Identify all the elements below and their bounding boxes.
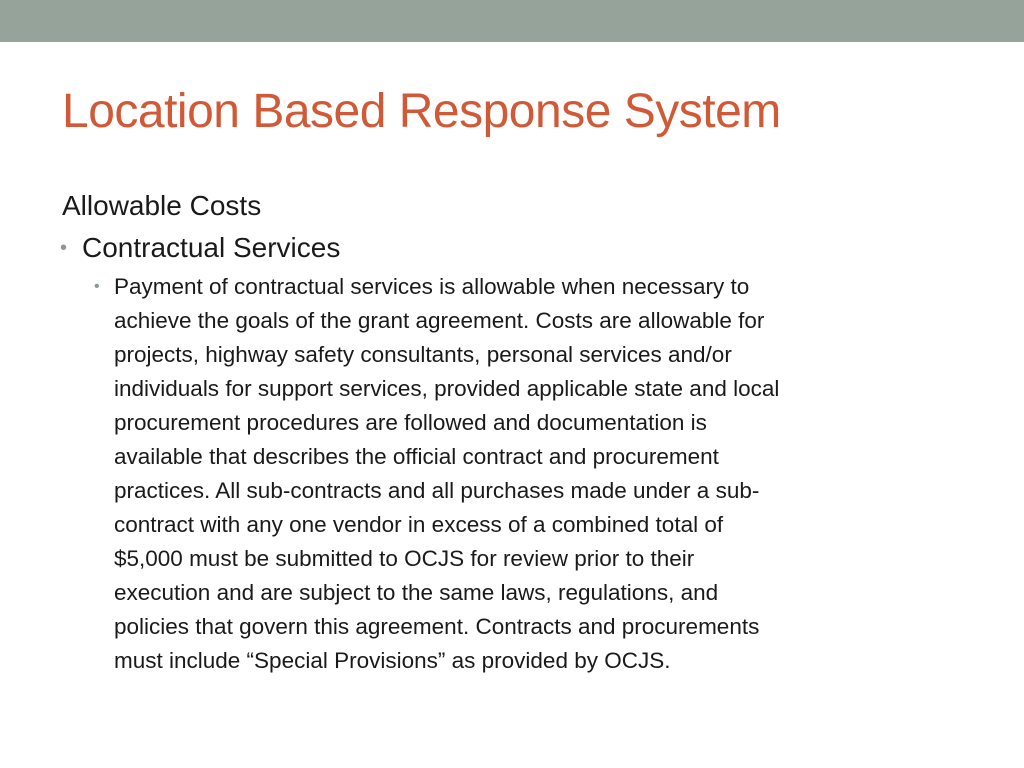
sub-bullet-text-line: procurement procedures are followed and documentation is [114, 410, 707, 435]
sub-bullet-text-line: Payment of contractual services is allowable when necessary to [114, 274, 750, 299]
sub-bullet-dot-icon: • [94, 278, 100, 295]
slide-content [62, 186, 962, 678]
top-accent-bar [0, 0, 1024, 42]
sub-bullet-payment [94, 270, 974, 678]
section-heading: Allowable Costs [62, 190, 262, 221]
sub-bullet-text-line: must include “Special Provisions” as provided by OCJS. [114, 648, 671, 673]
sub-bullet-text-line: contract with any one vendor in excess of a combined total of [114, 512, 724, 537]
sub-bullet-text-line: $5,000 must be submitted to OCJS for review prior to their [114, 546, 695, 571]
sub-bullet-text-line: individuals for support services, provided applicable state and local [114, 376, 780, 401]
sub-bullet-text-line: achieve the goals of the grant agreement. Costs are allowable for [114, 308, 765, 333]
sub-bullet-text-line: execution and are subject to the same laws, regulations, and [114, 580, 719, 605]
bullet-label: Contractual Services [82, 232, 341, 263]
bullet-dot-icon: • [60, 237, 68, 259]
slide-title: Location Based Response System [62, 85, 781, 138]
sub-bullet-text-line: policies that govern this agreement. Contracts and procurements [114, 614, 760, 639]
sub-bullet-text-line: practices. All sub-contracts and all purchases made under a sub- [114, 478, 760, 503]
sub-bullet-text-line: projects, highway safety consultants, personal services and/or [114, 342, 732, 367]
sub-bullet-text-line: available that describes the official contract and procurement [114, 444, 719, 469]
bullet-contractual-services [62, 230, 962, 266]
